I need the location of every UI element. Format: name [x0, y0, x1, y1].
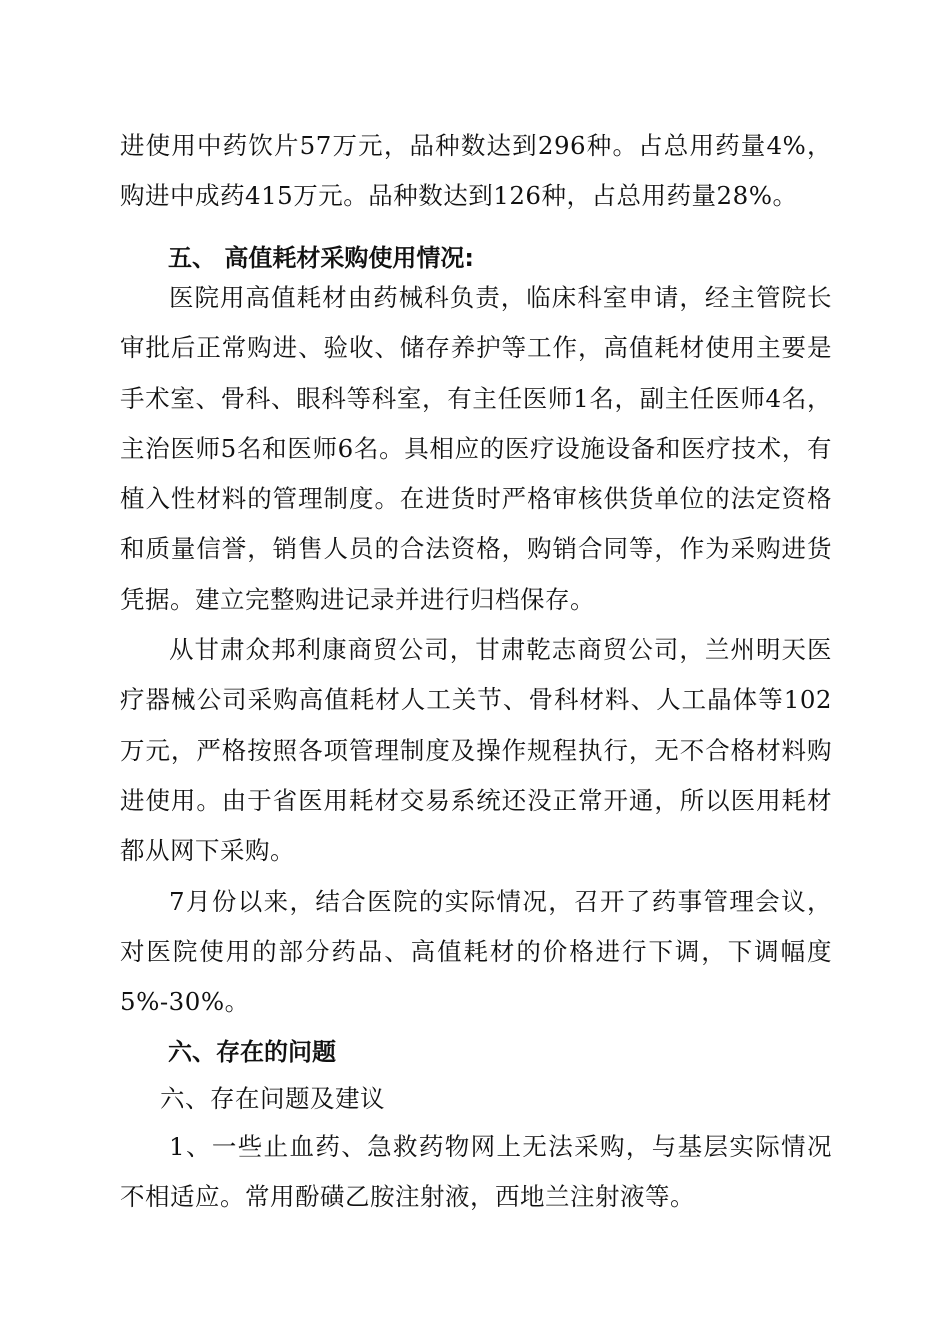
section-5-heading: 五、 高值耗材采购使用情况:	[168, 244, 474, 272]
section-5-paragraph-2: 从甘肃众邦利康商贸公司，甘肃乾志商贸公司，兰州明天医疗器械公司采购高值耗材人工关节、骨科材料、人工晶体等102万元，严格按照各项管理制度及操作规程执行，无不合格材料购进使用。由于省医用耗材交易系统还没正常开通，所以医用耗材都从网下采购。	[120, 635, 832, 866]
intro-paragraph: 进使用中药饮片57万元，品种数达到296种。占总用药量4%，购进中成药415万元。品种数达到126种，占总用药量28%。	[120, 131, 832, 211]
section-5-body	[120, 273, 832, 1027]
intro-paragraph-block	[120, 121, 832, 222]
section-6-subheading: 六、存在问题及建议	[160, 1084, 385, 1113]
section-6-body	[120, 1122, 832, 1223]
section-6-item-1: 1、一些止血药、急救药物网上无法采购，与基层实际情况不相适应。常用酚磺乙胺注射液，西地兰注射液等。	[120, 1132, 832, 1212]
section-5-paragraph-3: 7月份以来，结合医院的实际情况，召开了药事管理会议，对医院使用的部分药品、高值耗材的价格进行下调，下调幅度5%-30%。	[120, 886, 832, 1017]
section-5-paragraph-1: 医院用高值耗材由药械科负责，临床科室申请，经主管院长审批后正常购进、验收、储存养护等工作，高值耗材使用主要是手术室、骨科、眼科等科室，有主任医师1名，副主任医师4名，主治医师5名和医师6名。具相应的医疗设施设备和医疗技术，有植入性材料的管理制度。在进货时严格审核供货单位的法定资格和质量信誉，销售人员的合法资格，购销合同等，作为采购进货凭据。建立完整购进记录并进行归档保存。	[120, 283, 832, 614]
section-6-heading: 六、存在的问题	[168, 1038, 336, 1066]
